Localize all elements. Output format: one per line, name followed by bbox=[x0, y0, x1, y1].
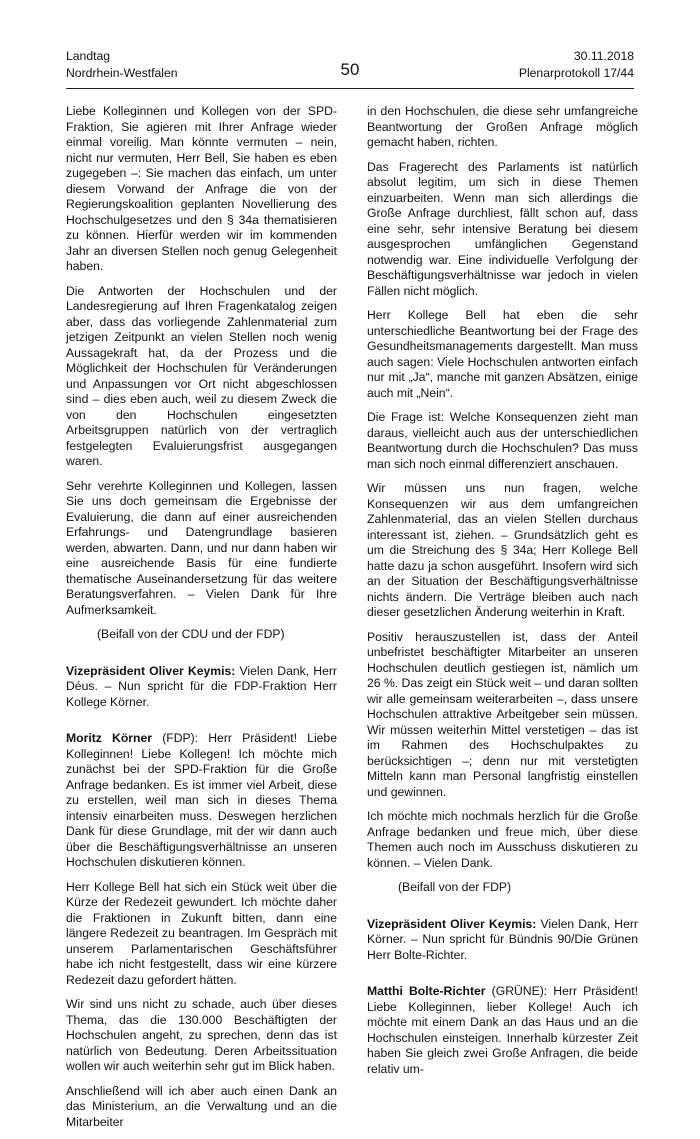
paragraph: Die Antworten der Hochschulen und der Landesregierung auf Ihren Fragenkatalog zeigen aber, dass das vorliegende Zahlenmaterial zum jetzigen Zeitpunkt an vielen Stellen noch wenig Aussagekraft hat, da der Prozess und die Möglichkeit der Hochschulen für Veränderungen und Anpassungen vor Ort nicht abgeschlossen sind – dies eben auch, weil zu diesem Zweck die von den Hochschulen eingesetzten Arbeitsgruppen natürlich von der vertraglich festgelegten Evaluierungsfrist ausgegangen waren. bbox=[66, 283, 337, 468]
speaker-name: Vizepräsident Oliver Keymis: bbox=[66, 663, 236, 678]
paragraph: Herr Kollege Bell hat eben die sehr unterschiedliche Beantwortung bei der Frage des Gesundheitsmanagements dargestellt. Man muss auch sagen: Viele Hochschulen antworten einfach nur mit „Ja“, manche mit ganzen Absätzen, einige auch mit „Nein“. bbox=[367, 308, 638, 400]
speaker-paragraph bbox=[367, 917, 638, 964]
header-divider bbox=[66, 88, 634, 89]
header-parliament: Landtag bbox=[66, 49, 111, 63]
left-column bbox=[66, 104, 337, 1139]
page-number: 50 bbox=[340, 60, 360, 79]
speaker-name: Moritz Körner bbox=[66, 731, 153, 745]
paragraph: Wir müssen uns nun fragen, welche Konsequenzen wir aus dem umfangreichen Zahlenmaterial, das an vielen Stellen durchaus interessant ist, ziehen. – Grundsätzlich geht es um die Streichung des § 34a; Herr Kollege Bell hatte dazu ja schon ausgeführt. Insofern wird sich an der Situation der Beschäftigungsverhältnisse nichts ändern. Die Verträge bleiben auch nach dieser gesetzlichen Änderung weiterhin in Kraft. bbox=[367, 481, 638, 619]
right-column bbox=[367, 104, 638, 1086]
paragraph: Wir sind uns nicht zu schade, auch über dieses Thema, das die 130.000 Beschäftigten der Hochschulen angeht, zu sprechen, denn das ist natürlich von Bedeutung. Deren Arbeitssituation wollen wir auch weiterhin sehr gut im Blick haben. bbox=[66, 997, 337, 1073]
speech-text: Vielen Dank, Herr Déus. – Nun spricht für die FDP-Fraktion Herr Kollege Körner. bbox=[66, 663, 337, 709]
speaker-paragraph bbox=[66, 731, 337, 871]
speaker-name: Matthi Bolte-Richter bbox=[367, 984, 486, 998]
paragraph: Anschließend will ich aber auch einen Dank an das Ministerium, an die Verwaltung und an die Mitarbeiter bbox=[66, 1083, 337, 1129]
page-header bbox=[66, 48, 634, 84]
paragraph: Herr Kollege Bell hat sich ein Stück weit über die Kürze der Redezeit gewundert. Ich möchte daher die Fraktionen in Zukunft bitten, dann eine längere Redezeit zu beantragen. Im Gespräch mit unserem Parlamentarischen Geschäftsführer habe ich nicht festgestellt, dass wir eine kürzere Redezeit dazu gefordert hätten. bbox=[66, 879, 337, 987]
applause-note: (Beifall von der FDP) bbox=[398, 880, 512, 894]
paragraph: Ich möchte mich nochmals herzlich für die Große Anfrage bedanken und freue mich, über diese Themen auch noch im Ausschuss diskutieren zu können. – Vielen Dank. bbox=[367, 809, 638, 870]
applause-note: (Beifall von der CDU und der FDP) bbox=[97, 627, 285, 641]
header-protocol: Plenarprotokoll 17/44 bbox=[518, 66, 634, 80]
header-state: Nordrhein-Westfalen bbox=[66, 66, 178, 80]
speaker-paragraph bbox=[66, 664, 337, 711]
speech-text: (FDP): Herr Präsident! Liebe Kolleginnen! Liebe Kollegen! Ich möchte mich zunächst bei der SPD-Fraktion für die Große Anfrage bedanken. Es ist immer viel Arbeit, diese zu erstellen, weil man sich in dieses Thema intensiv einarbeiten muss. Deswegen herzlichen Dank für diese Grundlage, mit der wir dann auch über die Beschäftigungsverhältnisse an unseren Hochschulen diskutieren können. bbox=[66, 731, 337, 869]
paragraph: Das Fragerecht des Parlaments ist natürlich absolut legitim, um sich in diese Themen einzuarbeiten. Wenn man sich allerdings die Große Anfrage durchliest, fällt schon auf, dass eine sehr, sehr intensive Beratung bei diesem ausgesprochen umfänglichen Gegenstand notwendig war. Eine individuelle Verfolgung der Beschäftigungsverhältnisse war jedoch in vielen Fällen nicht möglich. bbox=[367, 159, 638, 298]
speech-text: (GRÜNE): Herr Präsident! Liebe Kolleginnen, lieber Kollege! Auch ich möchte mit einem Dank an das Haus und an die Hochschulen einsteigen. Innerhalb kürzester Zeit haben Sie gleich zwei Große Anfragen, die beide relativ um- bbox=[367, 984, 639, 1076]
speech-text: Vielen Dank, Herr Körner. – Nun spricht für Bündnis 90/Die Grünen Herr Bolte-Richter. bbox=[367, 916, 638, 962]
paragraph: Die Frage ist: Welche Konsequenzen zieht man daraus, vielleicht auch aus der unterschiedlichen Beantwortung durch die Hochschulen? Das muss man sich noch einmal differenziert anschauen. bbox=[367, 410, 638, 471]
speaker-name: Vizepräsident Oliver Keymis: bbox=[367, 916, 537, 931]
header-right bbox=[519, 48, 634, 82]
speaker-paragraph bbox=[367, 984, 638, 1077]
paragraph: Positiv herauszustellen ist, dass der Anteil unbefristet beschäftigter Mitarbeiter an unseren Hochschulen deutlich gestiegen ist, nämlich um 26 %. Das zeigt ein Stück weit – und daran sollten wir alle gemeinsam weiterarbeiten –, dass unsere Hochschulen attraktive Arbeitgeber sein müssen. Wir müssen weiterhin Mittel verstetigen – das ist im Rahmen des Hochschulpaktes zu berücksichtigen –; denn nur mit verstetigten Mitteln kann man Personal langfristig einstellen und gewinnen. bbox=[367, 629, 638, 799]
paragraph: in den Hochschulen, die diese sehr umfangreiche Beantwortung der Großen Anfrage möglich gemacht haben, richten. bbox=[367, 104, 638, 149]
header-date: 30.11.2018 bbox=[573, 49, 634, 63]
paragraph: Sehr verehrte Kolleginnen und Kollegen, lassen Sie uns doch gemeinsam die Ergebnisse der Evaluierung, die dann auf einer ausreichenden Erfahrungs- und Datengrundlage basieren werden, abwarten. Dann, und nur dann haben wir eine ausreichende Basis für eine fundierte thematische Auseinandersetzung für das weitere Beratungsverfahren. – Vielen Dank für Ihre Aufmerksamkeit. bbox=[66, 478, 337, 617]
paragraph: Liebe Kolleginnen und Kollegen von der SPD-Fraktion, Sie agieren mit Ihrer Anfrage wieder einmal voreilig. Man könnte vermuten – nein, nicht nur vermuten, Herr Bell, Sie haben es eben zugegeben –: Sie machen das einfach, um unter diesem Vorwand der Anfrage die von der Regierungskoalition geplanten Novellierung des Hochschulgesetzes und den § 34a thematisieren zu können. Hierfür werden wir im kommenden Jahr an diversen Stellen noch genug Gelegenheit haben. bbox=[66, 104, 337, 273]
